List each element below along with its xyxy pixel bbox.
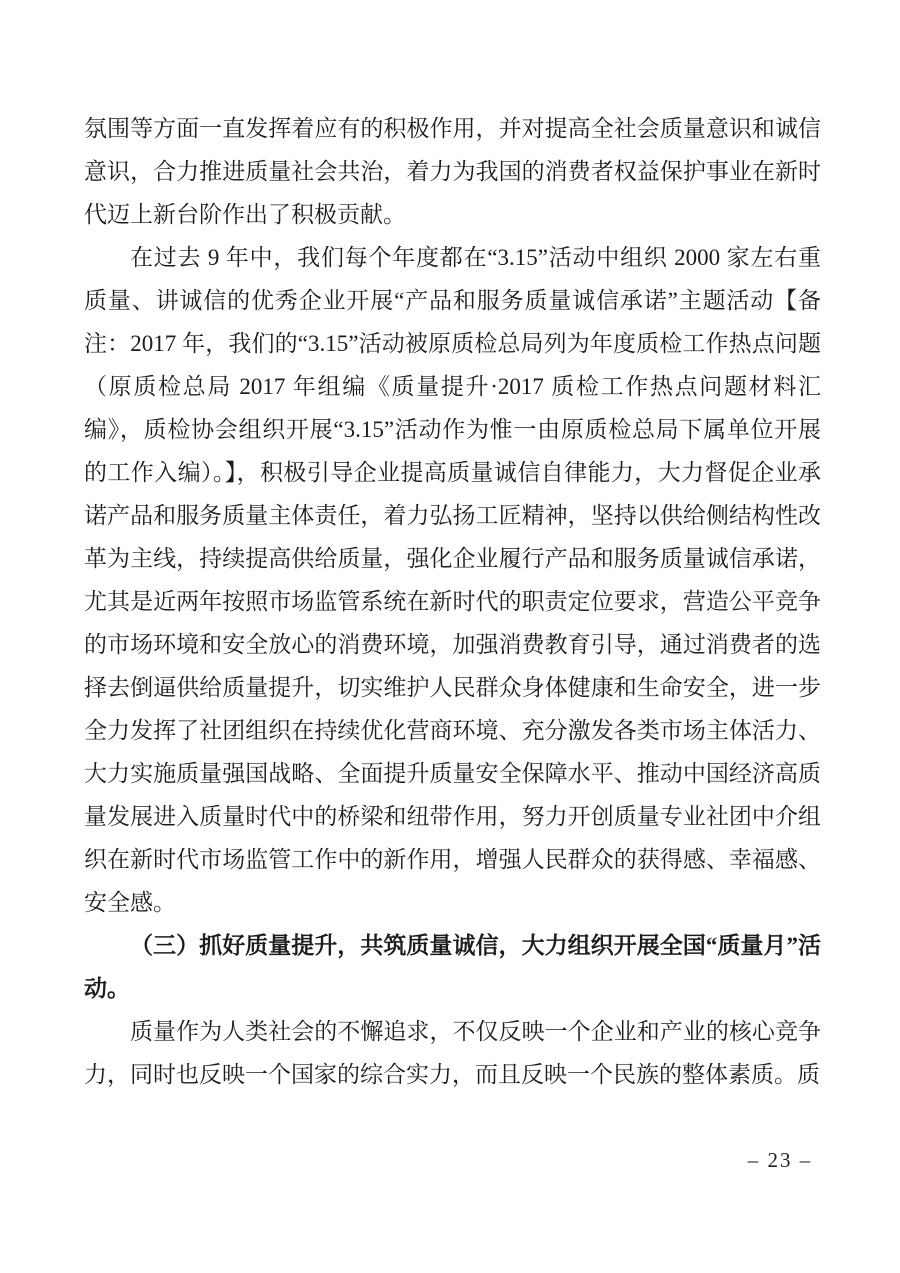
paragraph-continuation: 氛围等方面一直发挥着应有的积极作用，并对提高全社会质量意识和诚信意识，合力推进质量社会共治，着力为我国的消费者权益保护事业在新时代迈上新台阶作出了积极贡献。 [84, 116, 821, 227]
document-body [84, 107, 821, 1096]
section-heading: （三）抓好质量提升，共筑质量诚信，大力组织开展全国“质量月”活动。 [84, 933, 821, 1001]
paragraph-315-activities: 在过去 9 年中，我们每个年度都在“3.15”活动中组织 2000 家左右重质量、讲诚信的优秀企业开展“产品和服务质量诚信承诺”主题活动【备注：2017 年，我们的“3.15”活动被原质检总局列为年度质检工作热点问题（原质检总局 2017 年组编《质量提升·2017 质检工作热点问题材料汇编》，质检协会组织开展“3.15”活动作为惟一由原质检总局下属单位开展的工作入编）。】，积极引导企业提高质量诚信自律能力，大力督促企业承诺产品和服务质量主体责任，着力弘扬工匠精神，坚持以供给侧结构性改革为主线，持续提高供给质量，强化企业履行产品和服务质量诚信承诺，尤其是近两年按照市场监管系统在新时代的职责定位要求，营造公平竞争的市场环境和安全放心的消费环境，加强消费教育引导，通过消费者的选择去倒逼供给质量提升，切实维护人民群众身体健康和生命安全，进一步全力发挥了社团组织在持续优化营商环境、充分激发各类市场主体活力、大力实施质量强国战略、全面提升质量安全保障水平、推动中国经济高质量发展进入质量时代中的桥梁和纽带作用，努力开创质量专业社团中介组织在新时代市场监管工作中的新作用，增强人民群众的获得感、幸福感、安全感。 [84, 245, 821, 915]
page-number: – 23 – [747, 1148, 813, 1172]
paragraph-quality-month-intro: 质量作为人类社会的不懈追求，不仅反映一个企业和产业的核心竞争力，同时也反映一个国家的综合实力，而且反映一个民族的整体素质。质 [84, 1019, 821, 1087]
